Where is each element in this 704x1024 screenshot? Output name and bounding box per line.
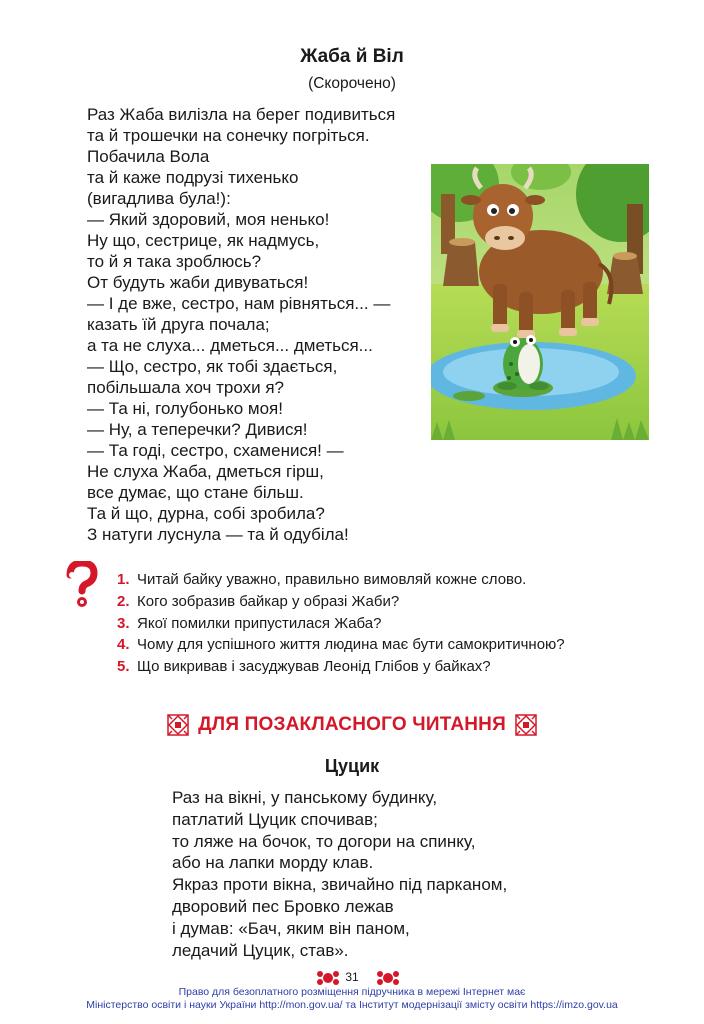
poem-line: (вигадлива була!): [87, 189, 231, 208]
question-item [117, 656, 565, 678]
poem-line: і думав: «Бач, яким він паном, [172, 918, 410, 938]
poem-line: та й каже подрузі тихенько [87, 168, 299, 187]
question-text: Кого зобразив байкар у образі Жаби? [137, 592, 400, 610]
poem-line: патлатий Цуцик спочивав; [172, 809, 378, 829]
second-poem-title: Цуцик [324, 756, 380, 776]
embroidery-ornament-icon [514, 713, 538, 737]
poem-line: то й я така зроблюсь? [87, 252, 262, 271]
poem-line: та й трошечки на сонечку погріться. [87, 126, 370, 145]
poem-line: Якраз проти вікна, звичайно під парканом, [172, 875, 508, 895]
footer-notice [0, 986, 704, 1011]
question-icon [62, 561, 98, 609]
page-number: 31 [345, 970, 359, 984]
poem-line: З натуги луснула — та й одубіла! [87, 525, 349, 544]
question-number: 5. [117, 658, 130, 676]
poem-line: Раз на вікні, у панському будинку, [172, 788, 438, 807]
second-poem-text [172, 787, 507, 961]
question-number: 2. [117, 592, 130, 610]
ox-and-frog-illustration [431, 164, 649, 440]
question-text: Чому для успішного життя людина має бути самокритичною? [137, 636, 565, 654]
question-number: 4. [117, 636, 130, 654]
poem-line: казать їй друга почала; [87, 315, 270, 334]
poem-line: дворовий пес Бровко лежав [172, 896, 394, 916]
poem-line: — Та ні, голубонько моя! [87, 399, 283, 418]
question-text: Якої помилки припустилася Жаба? [137, 614, 382, 632]
question-item [117, 613, 565, 635]
section-title: ДЛЯ ПОЗАКЛАСНОГО ЧИТАННЯ [198, 714, 506, 735]
question-number: 3. [117, 614, 130, 632]
section-heading [0, 710, 704, 740]
question-text: Читай байку уважно, правильно вимовляй кожне слово. [137, 571, 527, 588]
poem-line: — І де вже, сестро, нам рівняться... — [87, 294, 391, 313]
poem-line: побільшала хоч трохи я? [87, 378, 284, 397]
fable-text [87, 104, 395, 545]
poem-line: ледачий Цуцик, став». [172, 940, 349, 960]
poem-line: Та й що, дурна, собі зробила? [87, 504, 325, 523]
footer-line: Міністерство освіти і науки України http://mon.gov.ua/ та Інститут модернізації змісту освіти https://imzo.gov.ua [86, 998, 618, 1011]
poem-line: а та не слуха... дметься... дметься... [87, 336, 373, 355]
footer-line: Право для безоплатного розміщення підручника в мережі Інтернет має [178, 986, 526, 998]
poem-line: — Що, сестро, як тобі здається, [87, 357, 338, 376]
poem-line: От будуть жаби дивуваться! [87, 273, 309, 292]
poem-line: то ляже на бочок, то догори на спинку, [172, 831, 476, 851]
embroidery-ornament-icon [166, 713, 190, 737]
poem-line: Не слуха Жаба, дметься гірш, [87, 462, 324, 481]
question-text: Що викривав і засуджував Леонід Глібов у байках? [137, 658, 491, 676]
poem-line: все думає, що стане більш. [87, 483, 304, 502]
poem-line: Побачила Вола [87, 147, 210, 166]
question-item [117, 569, 565, 591]
poem-line: — Який здоровий, моя ненько! [87, 210, 330, 229]
poem-line: Ну що, сестрице, як надмусь, [87, 231, 320, 250]
question-list [117, 569, 565, 678]
poem-line: — Та годі, сестро, схаменися! — [87, 441, 344, 460]
question-item [117, 591, 565, 613]
poem-line: Раз Жаба вилізла на берег подивиться [87, 105, 396, 124]
poem-line: — Ну, а теперечки? Дивися! [87, 420, 308, 439]
poem-line: або на лапки морду клав. [172, 853, 374, 873]
question-item [117, 634, 565, 656]
question-number: 1. [117, 571, 130, 588]
fable-subtitle: (Скорочено) [308, 75, 396, 92]
fable-title: Жаба й Віл [300, 46, 404, 67]
